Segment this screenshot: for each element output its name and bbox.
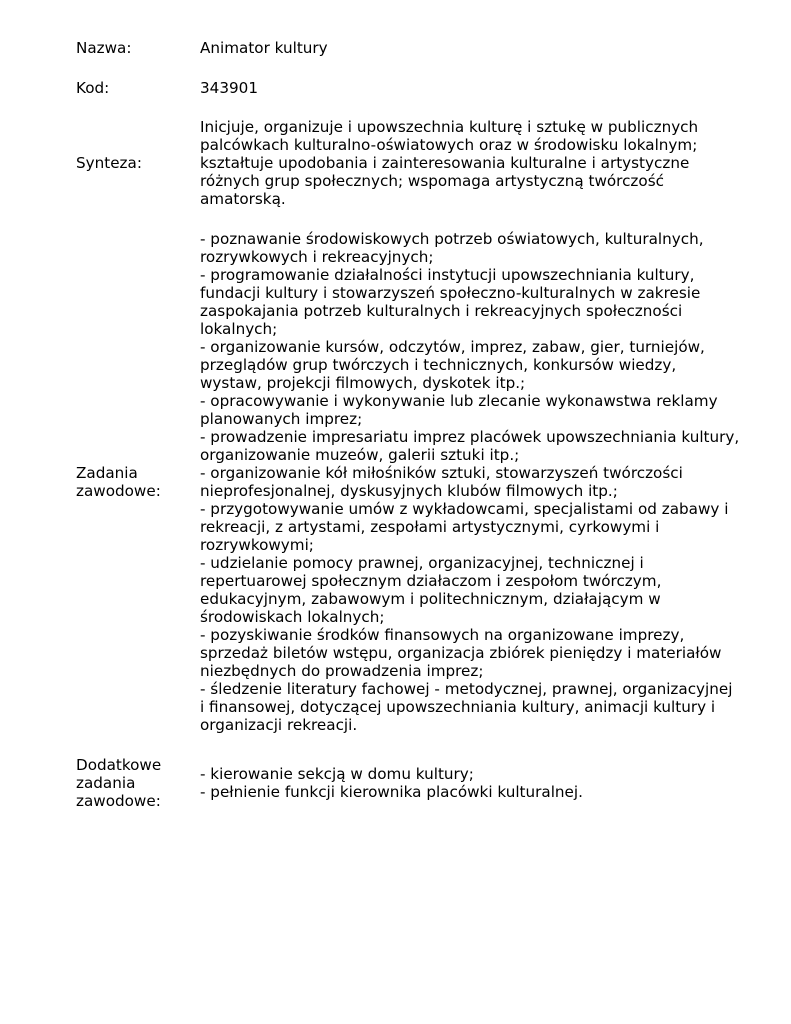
zadania-zawodowe-value: - poznawanie środowiskowych potrzeb oświatowych, kulturalnych, rozrywkowych i rekreacyjnych; - programowanie działalności instytucji upowszechniania kultury, fundacji kultury i stowarzyszeń społeczno-kulturalnych w zakresie zaspokajania potrzeb kulturalnych i rekreacyjnych społeczności lokalnych; - organizowanie kursów, odczytów, imprez, zabaw, gier, turniejów, przeglądów grup twórczych i technicznych, konkursów wiedzy, wystaw, projekcji filmowych, dyskotek itp.; - opracowywanie i wykonywanie lub zlecanie wykonawstwa reklamy planowanych imprez; - prowadzenie impresariatu imprez placówek upowszechniania kultury, organizowanie muzeów, galerii sztuki itp.; - organizowanie kół miłośników sztuki, stowarzyszeń twórczości nieprofesjonalnej, dyskusyjnych klubów filmowych itp.; - przygotowywanie umów z wykładowcami, specjalistami od zabawy i rekreacji, z artystami, zespołami artystycznymi, cyrkowymi i rozrywkowymi; - udzielanie pomocy prawnej, organizacyjnej, technicznej i repertuarowej społecznym działaczom i zespołom twórczym, edukacyjnym, zabawowym i politechnicznym, działającym w środowiskach lokalnych; - pozyskiwanie środków finansowych na organizowane imprezy, sprzedaż biletów wstępu, organizacja zbiórek pieniędzy i materiałów niezbędnych do prowadzenia imprez; - śledzenie literatury fachowej - metodycznej, prawnej, organizacyjnej i finansowej, dotyczącej upowszechniania kultury, animacji kultury i organizacji rekreacji. [200,230,740,734]
nazwa-label: Nazwa: [76,39,132,57]
dodatkowe-zadania-label: Dodatkowe zadania zawodowe: [76,756,162,810]
kod-label: Kod: [76,79,110,97]
row-nazwa [76,39,766,57]
synteza-value: Inicjuje, organizuje i upowszechnia kulturę i sztukę w publicznych palcówkach kulturalno-oświatowych oraz w środowisku lokalnym; kształtuje upodobania i zainteresowania kulturalne i artystyczne różnych grup społecznych; wspomaga artystyczną twórczość amatorską. [200,118,699,208]
row-zadania-zawodowe [76,230,766,734]
zadania-zawodowe-label: Zadania zawodowe: [76,464,161,500]
row-synteza [76,118,766,208]
row-dodatkowe-zadania [76,756,766,810]
synteza-label: Synteza: [76,154,142,172]
dodatkowe-zadania-value: - kierowanie sekcją w domu kultury; - pełnienie funkcji kierownika placówki kulturalnej. [200,765,583,801]
kod-value: 343901 [200,79,258,97]
occupation-record [76,39,766,832]
nazwa-value: Animator kultury [200,39,328,57]
row-kod [76,79,766,97]
